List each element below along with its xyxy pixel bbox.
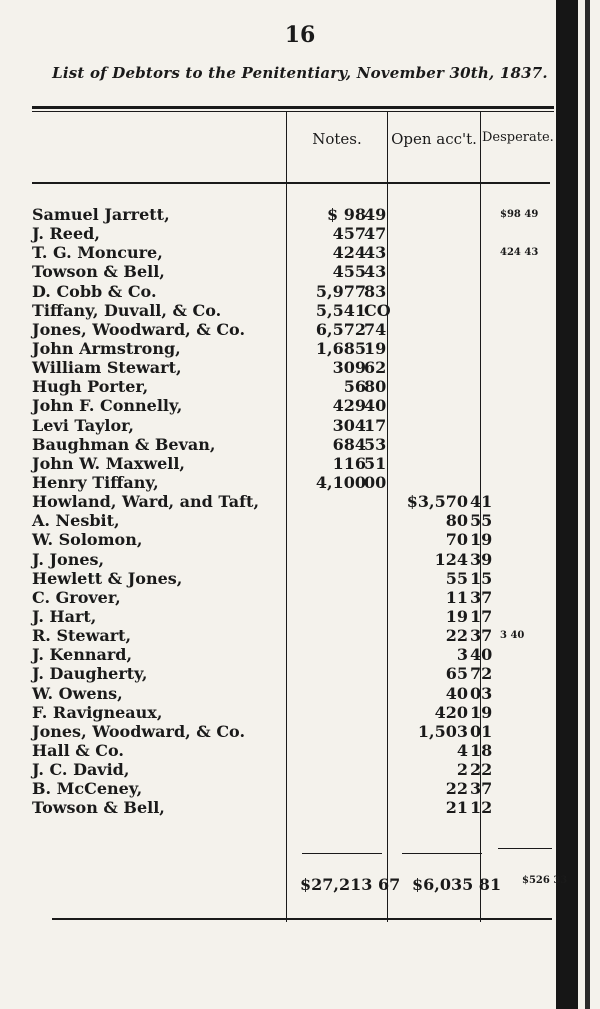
debtor-name: Towson & Bell, xyxy=(32,798,165,818)
header-rule xyxy=(32,182,550,184)
notes-amount xyxy=(290,339,390,358)
desperate-amount xyxy=(500,301,560,320)
debtor-name: John F. Connelly, xyxy=(32,396,183,416)
desperate-amount xyxy=(500,569,560,588)
open-dollars: 4 xyxy=(456,740,468,760)
open-account-amount xyxy=(400,282,496,301)
desperate-amount xyxy=(500,320,560,339)
debtor-name: Samuel Jarrett, xyxy=(32,205,170,224)
notes-cents: 53 xyxy=(364,434,387,454)
open-account-amount xyxy=(400,454,496,473)
debtor-name: R. Stewart, xyxy=(32,626,132,646)
notes-amount xyxy=(290,741,390,760)
notes-amount xyxy=(290,396,390,415)
notes-dollars: 455 xyxy=(332,262,366,282)
open-account-amount xyxy=(400,416,496,435)
open-account-amount xyxy=(400,798,496,817)
open-account-amount xyxy=(400,645,496,664)
debtor-name: Hewlett & Jones, xyxy=(32,568,183,588)
open-cents: 55 xyxy=(470,511,493,531)
open-dollars: 19 xyxy=(445,606,468,626)
desperate-amount xyxy=(500,550,560,569)
debtor-name: A. Nesbit, xyxy=(32,511,120,531)
open-cents: 19 xyxy=(470,702,493,722)
open-account-amount xyxy=(400,626,496,645)
desperate-amount xyxy=(500,224,560,243)
open-cents: 18 xyxy=(470,740,493,760)
desperate-amount xyxy=(500,396,560,415)
notes-dollars: 457 xyxy=(332,224,366,244)
open-dollars: $3,570 xyxy=(406,492,468,512)
notes-cents: 17 xyxy=(364,415,387,435)
open-account-amount xyxy=(400,530,496,549)
desperate-amount xyxy=(500,282,560,301)
debtor-names xyxy=(32,205,259,818)
open-dollars: 65 xyxy=(445,664,468,684)
notes-amount xyxy=(290,798,390,817)
notes-amount xyxy=(290,435,390,454)
open-account-amount xyxy=(400,396,496,415)
open-dollars: 22 xyxy=(445,779,468,799)
notes-amount xyxy=(290,779,390,798)
notes-cents: 00 xyxy=(364,472,387,492)
notes-dollars: 5,977 xyxy=(315,281,366,301)
notes-cents: CO xyxy=(364,300,391,320)
notes-amount xyxy=(290,550,390,569)
total-open-account: $6,035 81 xyxy=(412,875,502,894)
notes-dollars: $ 98 xyxy=(327,205,366,224)
open-cents: 39 xyxy=(470,549,493,569)
open-account-amount xyxy=(400,684,496,703)
debtor-name: Jones, Woodward, & Co. xyxy=(32,319,246,339)
open-account-amount xyxy=(400,435,496,454)
top-rule-thin xyxy=(32,111,554,112)
desperate-amount xyxy=(500,358,560,377)
desperate-amount xyxy=(500,684,560,703)
open-account-amount xyxy=(400,243,496,262)
notes-dollars: 304 xyxy=(332,415,366,435)
open-cents: 15 xyxy=(470,568,493,588)
desperate-amount xyxy=(500,645,560,664)
notes-amount xyxy=(290,569,390,588)
desperate-amount xyxy=(500,779,560,798)
notes-dollars: 1,685 xyxy=(315,338,366,358)
total-rule-notes xyxy=(302,853,382,854)
notes-amount xyxy=(290,530,390,549)
desperate-amount xyxy=(500,607,560,626)
debtor-name: T. G. Moncure, xyxy=(32,243,163,263)
open-account-amount xyxy=(400,301,496,320)
notes-amount xyxy=(290,320,390,339)
notes-dollars: 116 xyxy=(332,453,366,473)
open-account-amount xyxy=(400,511,496,530)
notes-cents: 83 xyxy=(364,281,387,301)
open-account-amount xyxy=(400,262,496,281)
open-account-amount xyxy=(400,703,496,722)
open-cents: 37 xyxy=(470,779,493,799)
notes-dollars: 429 xyxy=(332,396,366,416)
open-dollars: 1,503 xyxy=(417,721,468,741)
debtor-name: Henry Tiffany, xyxy=(32,472,159,492)
notes-cents: 49 xyxy=(364,205,387,224)
notes-amount xyxy=(290,358,390,377)
notes-dollars: 309 xyxy=(332,358,366,378)
open-account-amount xyxy=(400,607,496,626)
notes-amount xyxy=(290,645,390,664)
desperate-amounts xyxy=(500,205,560,818)
notes-cents: 43 xyxy=(364,262,387,282)
notes-cents: 74 xyxy=(364,319,387,339)
notes-cents: 47 xyxy=(364,224,387,244)
open-dollars: 40 xyxy=(445,683,468,703)
open-account-amount xyxy=(400,760,496,779)
notes-amount xyxy=(290,722,390,741)
notes-dollars: 684 xyxy=(332,434,366,454)
debtor-name: Tiffany, Duvall, & Co. xyxy=(32,300,222,320)
open-account-amount xyxy=(400,320,496,339)
debtor-name: Baughman & Bevan, xyxy=(32,434,216,454)
desperate-amount xyxy=(500,473,560,492)
notes-amount xyxy=(290,588,390,607)
desperate-amount xyxy=(500,798,560,817)
open-account-amount xyxy=(400,588,496,607)
total-rule-open xyxy=(402,853,482,854)
debtor-name: Towson & Bell, xyxy=(32,262,165,282)
total-notes: $27,213 67 xyxy=(300,875,401,894)
desperate-amount: $98 49 xyxy=(500,209,539,220)
open-dollars: 11 xyxy=(445,587,468,607)
open-account-amount xyxy=(400,779,496,798)
notes-amount xyxy=(290,607,390,626)
open-dollars: 2 xyxy=(456,760,468,780)
open-cents: 17 xyxy=(470,606,493,626)
open-cents: 40 xyxy=(470,645,493,665)
notes-amount xyxy=(290,377,390,396)
desperate-amount xyxy=(500,664,560,683)
open-account-amount xyxy=(400,224,496,243)
debtor-name: J. C. David, xyxy=(32,760,130,780)
desperate-amount: 424 43 xyxy=(500,247,539,259)
notes-amount xyxy=(290,511,390,530)
debtor-name: J. Hart, xyxy=(32,606,97,626)
open-dollars: 80 xyxy=(445,511,468,531)
open-account-amount xyxy=(400,741,496,760)
desperate-amount xyxy=(500,722,560,741)
open-dollars: 3 xyxy=(456,645,468,665)
notes-cents: 40 xyxy=(364,396,387,416)
debtor-name: W. Owens, xyxy=(32,683,123,703)
debtor-name: J. Jones, xyxy=(32,549,105,569)
desperate-amount xyxy=(500,760,560,779)
open-cents: 01 xyxy=(470,721,493,741)
debtor-name: John W. Maxwell, xyxy=(32,453,185,473)
debtor-name: Hall & Co. xyxy=(32,740,124,760)
notes-amount xyxy=(290,262,390,281)
desperate-amount xyxy=(500,454,560,473)
debtor-name: Jones, Woodward, & Co. xyxy=(32,721,246,741)
open-account-amount xyxy=(400,550,496,569)
open-dollars: 55 xyxy=(445,568,468,588)
total-rule-desperate xyxy=(498,848,552,849)
notes-amount xyxy=(290,492,390,511)
total-desperate: $526 33 xyxy=(522,875,568,886)
notes-amount xyxy=(290,224,390,243)
debtor-name: J. Kennard, xyxy=(32,645,133,665)
notes-amount xyxy=(290,301,390,320)
open-cents: 03 xyxy=(470,683,493,703)
notes-cents: 62 xyxy=(364,358,387,378)
debtor-name: J. Reed, xyxy=(32,224,100,244)
notes-amount xyxy=(290,664,390,683)
desperate-amount xyxy=(500,339,560,358)
notes-cents: 19 xyxy=(364,338,387,358)
open-account-amount xyxy=(400,664,496,683)
notes-amounts xyxy=(290,205,390,818)
notes-amount xyxy=(290,626,390,645)
debtor-name: B. McCeney, xyxy=(32,779,143,799)
desperate-amount xyxy=(500,377,560,396)
notes-cents: 51 xyxy=(364,453,387,473)
open-dollars: 22 xyxy=(445,626,468,646)
debtor-name: Hugh Porter, xyxy=(32,377,149,397)
debtor-name: William Stewart, xyxy=(32,358,182,378)
notes-amount xyxy=(290,454,390,473)
open-account-amount xyxy=(400,473,496,492)
notes-dollars: 5,541 xyxy=(315,300,366,320)
notes-dollars: 6,572 xyxy=(315,319,366,339)
debtor-name: C. Grover, xyxy=(32,587,121,607)
notes-amount xyxy=(290,703,390,722)
desperate-amount xyxy=(500,511,560,530)
desperate-amount xyxy=(500,416,560,435)
open-cents: 22 xyxy=(470,760,493,780)
desperate-amount xyxy=(500,741,560,760)
open-cents: 72 xyxy=(470,664,493,684)
open-cents: 41 xyxy=(470,492,493,512)
open-cents: 37 xyxy=(470,626,493,646)
bottom-rule xyxy=(52,918,552,920)
notes-cents: 80 xyxy=(364,377,387,397)
open-cents: 19 xyxy=(470,530,493,550)
notes-amount xyxy=(290,684,390,703)
desperate-amount xyxy=(500,435,560,454)
notes-cents: 43 xyxy=(364,243,387,263)
notes-amount xyxy=(290,205,390,224)
open-account-amount xyxy=(400,339,496,358)
notes-amount xyxy=(290,243,390,262)
open-account-amount xyxy=(400,205,496,224)
column-rule-1 xyxy=(286,112,287,922)
open-dollars: 124 xyxy=(434,549,468,569)
open-cents: 37 xyxy=(470,587,493,607)
open-dollars: 21 xyxy=(445,798,468,818)
debtor-name: W. Solomon, xyxy=(32,530,143,550)
notes-amount xyxy=(290,416,390,435)
open-account-amounts xyxy=(400,205,496,818)
open-account-amount xyxy=(400,358,496,377)
desperate-amount xyxy=(500,492,560,511)
desperate-amount xyxy=(500,588,560,607)
notes-amount xyxy=(290,473,390,492)
header-desperate: Desperate. xyxy=(482,130,554,145)
desperate-amount: 3 40 xyxy=(500,630,525,642)
debtor-name: J. Daugherty, xyxy=(32,664,148,684)
notes-amount xyxy=(290,282,390,301)
notes-dollars: 424 xyxy=(332,243,366,263)
open-account-amount xyxy=(400,377,496,396)
open-account-amount xyxy=(400,492,496,511)
desperate-amount xyxy=(500,703,560,722)
notes-amount xyxy=(290,760,390,779)
open-cents: 12 xyxy=(470,798,493,818)
notes-dollars: 56 xyxy=(343,377,366,397)
desperate-amount xyxy=(500,262,560,281)
top-rule xyxy=(32,106,554,109)
debtor-name: D. Cobb & Co. xyxy=(32,281,157,301)
debtor-name: John Armstrong, xyxy=(32,338,181,358)
header-open-account: Open acc't. xyxy=(391,130,477,148)
page-title: List of Debtors to the Penitentiary, November 30th, 1837. xyxy=(52,64,548,82)
debtor-name: Howland, Ward, and Taft, xyxy=(32,492,260,512)
scan-edge-line xyxy=(585,0,590,1009)
open-dollars: 420 xyxy=(434,702,468,722)
open-account-amount xyxy=(400,722,496,741)
debtor-name: F. Ravigneaux, xyxy=(32,702,163,722)
header-notes: Notes. xyxy=(312,130,362,148)
desperate-amount xyxy=(500,530,560,549)
debtor-name: Levi Taylor, xyxy=(32,415,134,435)
open-account-amount xyxy=(400,569,496,588)
open-dollars: 70 xyxy=(445,530,468,550)
page-number: 16 xyxy=(284,22,316,48)
notes-dollars: 4,100 xyxy=(315,472,366,492)
